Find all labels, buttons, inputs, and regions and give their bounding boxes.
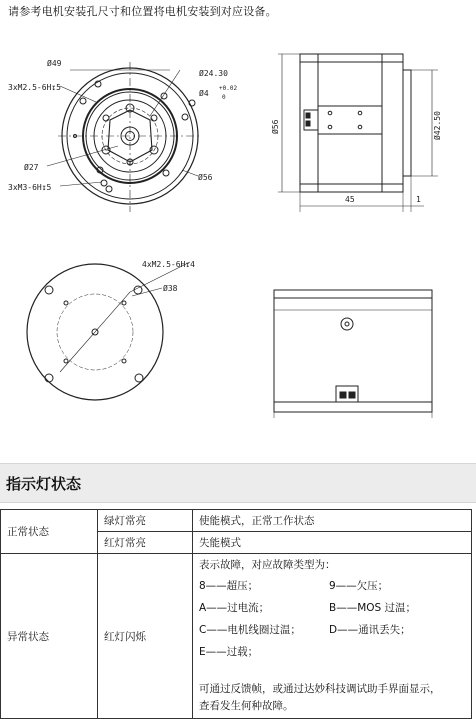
label-len45: 45 (345, 195, 355, 204)
label-d4250: Ø42.50 (433, 111, 442, 140)
side-view (278, 54, 438, 212)
label-d56-front: Ø56 (198, 173, 213, 182)
light-cell: 红灯常亮 (98, 532, 193, 554)
bottom-side-view (274, 290, 432, 418)
fault-item: A——过电流； (199, 602, 270, 614)
label-d38: Ø38 (163, 284, 178, 293)
fault-item: E——过载； (199, 646, 259, 658)
status-table (0, 509, 472, 719)
fault-item: 9——欠压； (329, 580, 389, 592)
label-d27: Ø27 (24, 163, 39, 172)
light-cell: 红灯闪烁 (98, 554, 193, 719)
mechanical-drawing (0, 18, 476, 458)
label-len1: 1 (416, 195, 421, 204)
table-row (1, 510, 472, 532)
rear-view (27, 262, 190, 400)
fault-note (199, 681, 465, 715)
section-title: 指示灯状态 (6, 475, 82, 493)
fault-item: C——电机线圈过温； (199, 624, 301, 636)
fault-note-line: 查看发生何种故障。 (199, 700, 294, 712)
section-header (0, 463, 476, 503)
desc-cell: 失能模式 (193, 532, 472, 554)
fault-desc-cell (193, 554, 472, 719)
label-d2430: Ø24.30 (199, 69, 228, 78)
group-abnormal: 异常状态 (1, 554, 98, 719)
label-d49: Ø49 (47, 59, 62, 68)
light-cell: 绿灯常亮 (98, 510, 193, 532)
label-holes-m25-rear: 4xM2.5-6H↧4 (142, 260, 195, 269)
fault-list (199, 578, 465, 659)
fault-item: D——通讯丢失； (329, 624, 411, 636)
label-d56-side: Ø56 (271, 119, 280, 134)
label-tol-upper: +0.02 (219, 85, 238, 92)
intro-text: 请参考电机安装孔尺寸和位置将电机安装到对应设备。 (8, 5, 277, 18)
label-holes-m25: 3xM2.5-6H↧5 (8, 83, 61, 92)
label-holes-m3: 3xM3-6H↧5 (8, 183, 52, 192)
fault-item: 8——超压； (199, 580, 259, 592)
fault-item: B——MOS 过温； (329, 602, 417, 614)
fault-intro: 表示故障，对应故障类型为： (199, 559, 336, 571)
desc-cell: 使能模式，正常工作状态 (193, 510, 472, 532)
label-tol-lower: 0 (222, 94, 226, 101)
fault-note-line: 可通过反馈帧，或通过达妙科技调试助手界面显示， (199, 683, 441, 695)
front-view (47, 62, 202, 212)
label-d4: Ø4 (199, 89, 209, 98)
group-normal: 正常状态 (1, 510, 98, 554)
table-row (1, 554, 472, 719)
